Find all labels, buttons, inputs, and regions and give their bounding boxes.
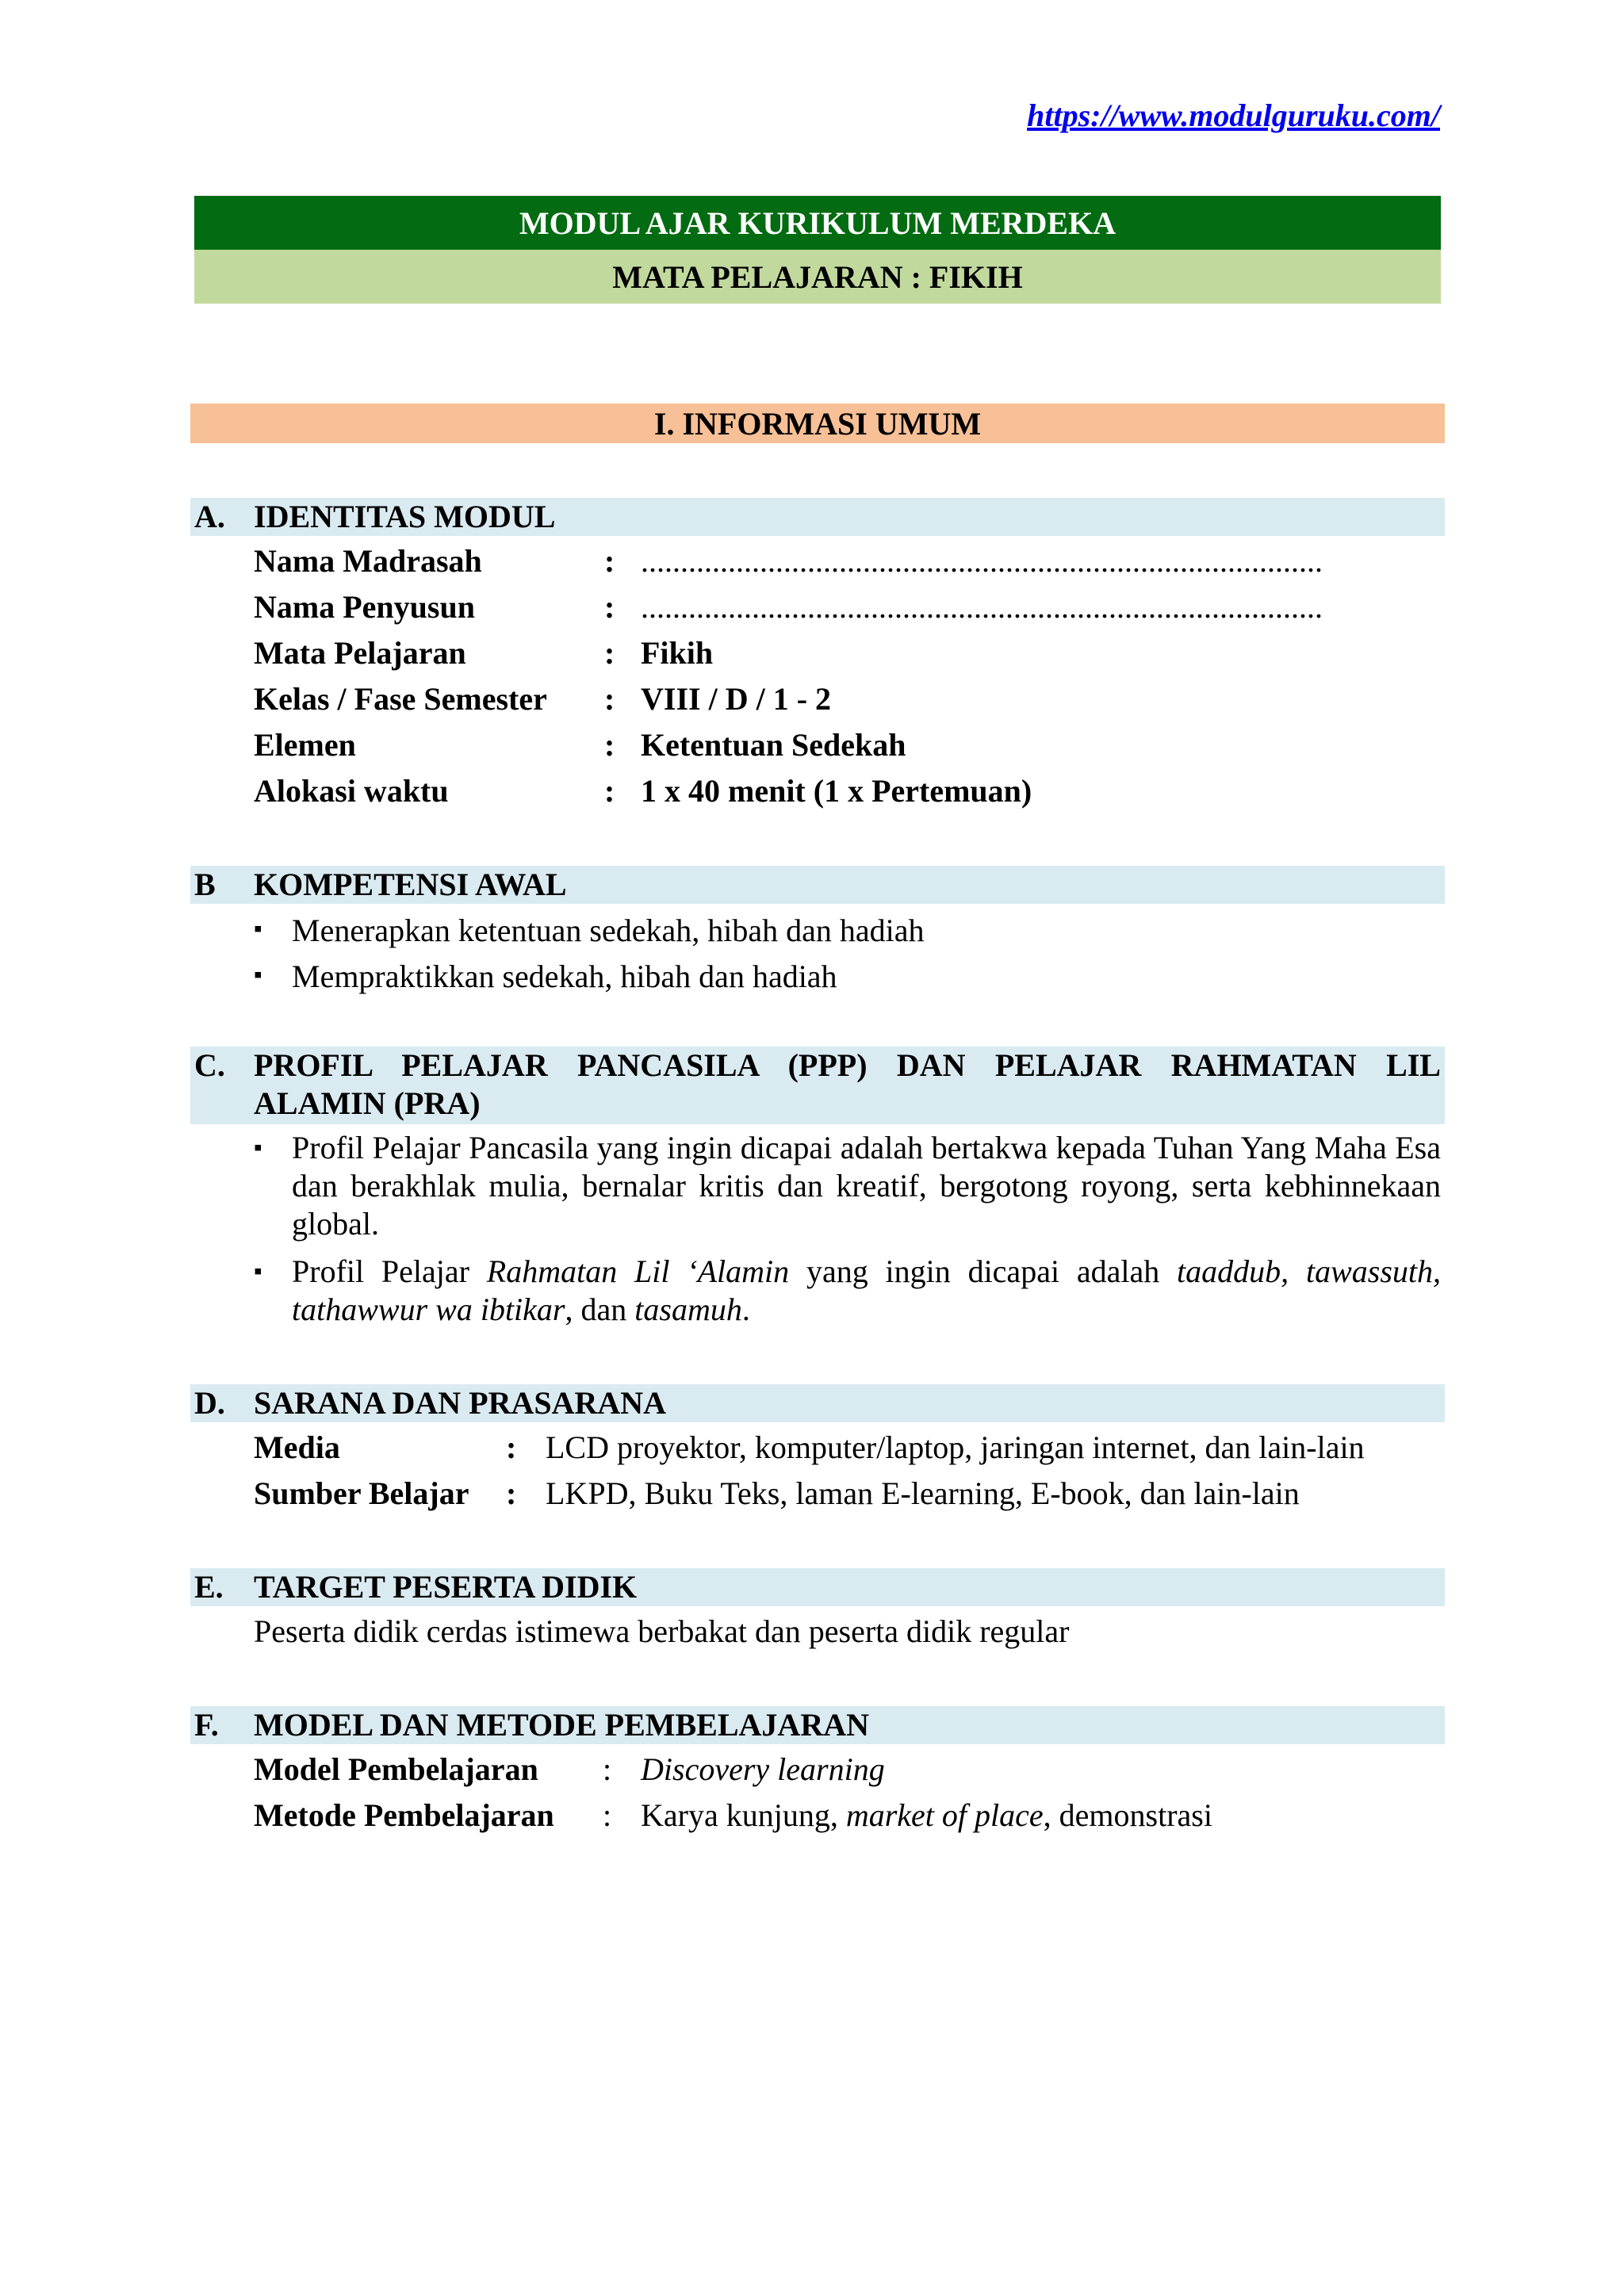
- row-label: Nama Penyusun: [254, 589, 475, 625]
- section-heading-text-cont: ALAMIN (PRA): [254, 1085, 481, 1121]
- row-colon: :: [506, 1429, 517, 1465]
- bullet-icon: ▪: [254, 962, 262, 988]
- section-letter: F.: [194, 1707, 219, 1743]
- list-item-text: Profil Pelajar Pancasila yang ingin dicapai adalah bertakwa kepada Tuhan Yang Maha Esa dan berakhlak mulia, bernalar kritis dan kreatif, bergotong royong, serta kebhinnekaan global.: [292, 1130, 1441, 1242]
- row-label: Model Pembelajaran: [254, 1751, 538, 1787]
- section-heading-text: SARANA DAN PRASARANA: [254, 1385, 667, 1421]
- row-value: Karya kunjung, market of place, demonstrasi: [641, 1797, 1212, 1833]
- row-colon: :: [604, 543, 615, 579]
- row-value: Fikih: [641, 635, 714, 671]
- row-colon: :: [603, 1797, 612, 1833]
- list-item-text: Profil Pelajar Rahmatan Lil ‘Alamin yang ingin dicapai adalah taaddub, tawassuth, tathawwur wa ibtikar, dan tasamuh.: [292, 1253, 1442, 1327]
- target-heading: [190, 1568, 1445, 1606]
- row-label: Media: [254, 1429, 340, 1465]
- section-heading-text: MODEL DAN METODE PEMBELAJARAN: [254, 1707, 869, 1743]
- row-colon: :: [604, 727, 615, 763]
- section-letter: C.: [194, 1047, 225, 1083]
- row-value: LCD proyektor, komputer/laptop, jaringan internet, dan lain-lain: [546, 1429, 1365, 1465]
- row-value: Ketentuan Sedekah: [641, 727, 906, 763]
- list-item: [254, 1253, 1441, 1329]
- section-heading-text: KOMPETENSI AWAL: [254, 867, 567, 902]
- row-label: Mata Pelajaran: [254, 635, 466, 671]
- module-title-banner: [194, 196, 1441, 250]
- row-label: Kelas / Fase Semester: [254, 681, 547, 717]
- row-colon: :: [604, 589, 615, 625]
- row-value: 1 x 40 menit (1 x Pertemuan): [641, 773, 1032, 809]
- row-colon: :: [603, 1751, 612, 1787]
- bullet-icon: ▪: [254, 1135, 262, 1161]
- subject-banner: [194, 250, 1441, 304]
- section-letter: E.: [194, 1569, 224, 1605]
- module-title: MODUL AJAR KURIKULUM MERDEKA: [519, 205, 1116, 241]
- section-letter: B: [194, 867, 216, 902]
- identitas-heading: [190, 498, 1445, 536]
- row-value: LKPD, Buku Teks, laman E-learning, E-book, dan lain-lain: [546, 1475, 1300, 1511]
- section-heading-text: IDENTITAS MODUL: [254, 499, 556, 534]
- bullet-icon: ▪: [254, 916, 262, 942]
- section-letter: D.: [194, 1385, 225, 1421]
- row-label: Metode Pembelajaran: [254, 1797, 554, 1833]
- section-heading-text: PROFIL PELAJAR PANCASILA (PPP) DAN PELAJAR RAHMATAN LIL: [254, 1047, 1441, 1083]
- row-value: Discovery learning: [641, 1751, 885, 1787]
- website-link[interactable]: https://www.modulguruku.com/: [1027, 98, 1440, 133]
- list-item-text: Mempraktikkan sedekah, hibah dan hadiah: [292, 959, 837, 994]
- target-text: Peserta didik cerdas istimewa berbakat dan peserta didik regular: [254, 1613, 1070, 1649]
- list-item-text: Menerapkan ketentuan sedekah, hibah dan hadiah: [292, 913, 925, 948]
- row-colon: :: [604, 773, 615, 809]
- row-value: VIII / D / 1 - 2: [641, 681, 832, 717]
- row-value: ......................................................................................: [641, 543, 1323, 579]
- row-label: Sumber Belajar: [254, 1475, 469, 1511]
- model-heading: [190, 1706, 1445, 1744]
- row-label: Alokasi waktu: [254, 773, 449, 809]
- bullet-icon: ▪: [254, 1258, 262, 1284]
- row-value: ......................................................................................: [641, 589, 1323, 625]
- row-label: Elemen: [254, 727, 356, 763]
- sarana-heading: [190, 1384, 1445, 1422]
- list-item: [254, 956, 1441, 997]
- row-colon: :: [506, 1475, 517, 1511]
- section-letter: A.: [194, 499, 225, 534]
- row-colon: :: [604, 635, 615, 671]
- list-item: [254, 1129, 1441, 1243]
- list-item: [254, 910, 1441, 951]
- section-heading-text: TARGET PESERTA DIDIK: [254, 1569, 638, 1605]
- section-title: I. INFORMASI UMUM: [653, 405, 982, 442]
- kompetensi-heading: [190, 866, 1445, 904]
- subject-title: MATA PELAJARAN : FIKIH: [612, 258, 1023, 295]
- row-colon: :: [604, 681, 615, 717]
- row-label: Nama Madrasah: [254, 543, 482, 579]
- profil-heading: [190, 1047, 1445, 1124]
- section-heading: [190, 404, 1445, 443]
